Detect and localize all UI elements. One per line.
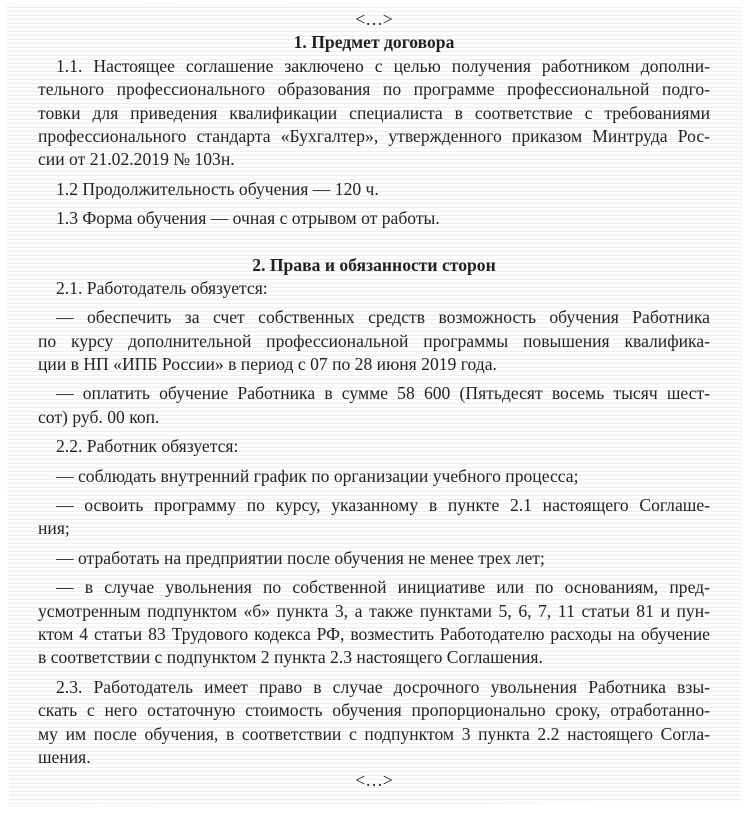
ellipsis-top: <…>	[355, 9, 393, 29]
paragraph-2-1-b	[38, 382, 710, 429]
text-line: — в случае увольнения по собственной инициативе или по основаниям, пред-	[56, 577, 710, 598]
text-line: му им после обучения, в соответствии с подпунктом 3 пункта 2.2 настоящего Согла-	[38, 723, 710, 744]
text-line: шения.	[38, 746, 91, 767]
section-1-heading: 1. Предмет договора	[293, 32, 455, 53]
text-line: сии от 21.02.2019 № 103н.	[38, 149, 235, 170]
paragraph-1-2: 1.2 Продолжительность обучения — 120 ч.	[56, 178, 379, 199]
paragraph-2-2-b	[38, 494, 710, 541]
paragraph-2-3	[38, 676, 710, 770]
text-line: по курсу дополнительной профессиональной программы повышения квалифика-	[38, 330, 710, 351]
ellipsis-bottom: <…>	[355, 770, 393, 791]
text-line: ния;	[38, 518, 70, 539]
text-line: скать с него остаточную стоимость обучения пропорционально сроку, отработанно-	[38, 700, 710, 721]
text-line: профессионального стандарта «Бухгалтер», утвержденного приказом Минтруда Рос-	[38, 125, 710, 146]
section-2-heading: 2. Права и обязанности сторон	[252, 254, 496, 275]
text-line: 1.1. Настоящее соглашение заключено с целью получения работником дополни-	[56, 55, 710, 76]
text-line: сот) руб. 00 коп.	[38, 406, 160, 427]
text-line: 2.3. Работодатель имеет право в случае досрочного увольнения Работника взы-	[56, 676, 710, 697]
document-text	[38, 8, 710, 793]
text-line: — оплатить обучение Работника в сумме 58 600 (Пятьдесят восемь тысяч шест-	[56, 383, 710, 404]
text-line: в соответствии с подпунктом 2 пункта 2.3 настоящего Соглашения.	[38, 647, 543, 668]
text-line: ции в НП «ИПБ России» в период с 07 по 28 июня 2019 года.	[38, 354, 497, 375]
paragraph-2-2-d	[38, 576, 710, 670]
paragraph-2-1-a	[38, 306, 710, 376]
text-line: ктом 4 статьи 83 Трудового кодекса РФ, возместить Работодателю расходы на обучение	[38, 623, 710, 644]
text-line: тельного профессионального образования по программе профессиональной подго-	[38, 79, 710, 100]
text-line: товки для приведения квалификации специалиста в соответствие с требованиями	[38, 102, 710, 123]
paragraph-1-3: 1.3 Форма обучения — очная с отрывом от работы.	[56, 208, 440, 229]
paragraph-1-1	[38, 55, 710, 172]
paragraph-2-1: 2.1. Работодатель обязуется:	[56, 277, 268, 298]
paragraph-2-2: 2.2. Работник обязуется:	[56, 436, 239, 457]
text-line: — обеспечить за счет собственных средств возможность обучения Работника	[56, 307, 710, 328]
paragraph-2-2-c: — отработать на предприятии после обучения не менее трех лет;	[56, 547, 545, 568]
paragraph-2-2-a: — соблюдать внутренний график по организации учебного процесса;	[56, 465, 579, 486]
text-line: — освоить программу по курсу, указанному в пункте 2.1 настоящего Соглаше-	[56, 495, 710, 516]
text-line: усмотренным подпунктом «б» пункта 3, а также пунктами 5, 6, 7, 11 статьи 81 и пун-	[38, 600, 710, 621]
